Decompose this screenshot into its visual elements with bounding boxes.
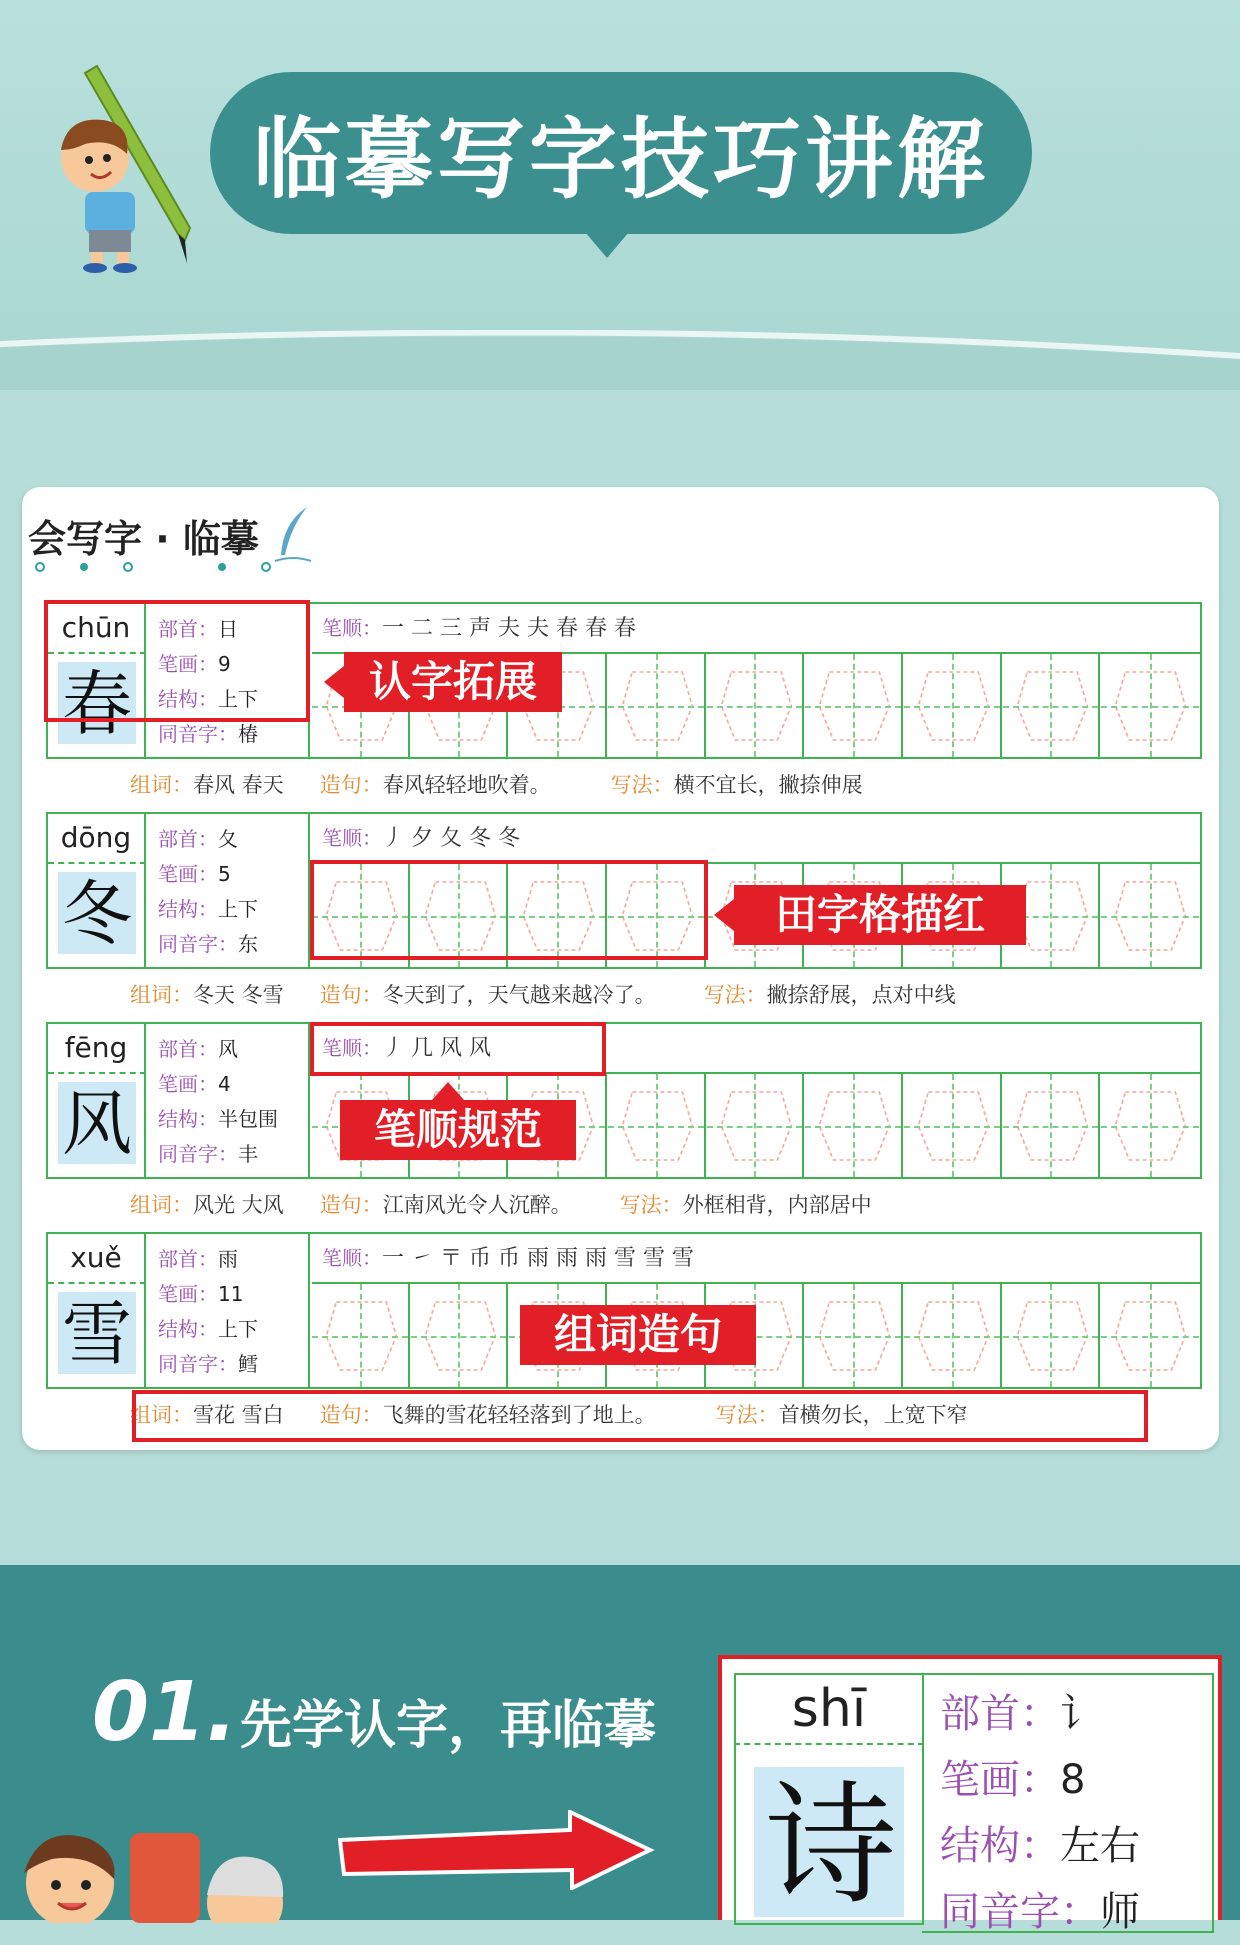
homophone-value: 鳕 (238, 1352, 258, 1376)
words-highlight-frame (132, 1390, 1148, 1442)
worksheet-card (22, 487, 1219, 1450)
radical-value: 雨 (218, 1247, 238, 1271)
pinyin: fēng (48, 1024, 146, 1074)
sample-character-card (718, 1655, 1222, 1935)
tracing-box (1101, 1284, 1199, 1387)
sample-character: 诗 (765, 1769, 897, 1923)
tracing-grid (312, 1284, 1200, 1387)
sentence-label: 造句： (319, 983, 383, 1007)
radical-value: 日 (218, 617, 238, 641)
stroke-order (312, 1234, 1200, 1284)
sentence-label: 造句： (319, 1403, 383, 1427)
words-label: 组词： (130, 1193, 193, 1217)
radical-label: 部首： (158, 827, 218, 851)
words-line-chun (130, 765, 1190, 805)
structure-value: 上下 (218, 1317, 258, 1341)
stroke-order-label: 笔顺： (322, 1036, 382, 1060)
strokes-label: 笔画： (158, 862, 218, 886)
stroke-order-value: 丿 几 风 风 (382, 1036, 491, 1061)
character-info (148, 1234, 310, 1387)
tracing-box (904, 1074, 1002, 1177)
stroke-order (312, 814, 1200, 864)
pinyin: dōng (48, 814, 146, 864)
tracing-box (411, 1284, 509, 1387)
sample-homophone-value: 师 (1100, 1889, 1140, 1935)
character: 风 (62, 1083, 132, 1165)
tracing-box (904, 1284, 1002, 1387)
tracing-box (608, 1074, 706, 1177)
strokes-label: 笔画： (158, 652, 218, 676)
radical-label: 部首： (158, 617, 218, 641)
method-label: 写法： (715, 1403, 779, 1427)
boy-with-pencil-illustration (45, 58, 215, 273)
strokes-value: 11 (218, 1282, 244, 1306)
words-line-feng (130, 1185, 1190, 1225)
structure-label: 结构： (158, 897, 218, 921)
character-grid (46, 1022, 1202, 1179)
sample-pinyin: shī (734, 1673, 924, 1745)
callout-trace: 田字格描红 (734, 885, 1026, 945)
hero-banner (0, 0, 1240, 380)
tracing-box (805, 1074, 903, 1177)
character-cell (48, 1284, 146, 1387)
character-info (148, 814, 310, 967)
homophone-value: 东 (238, 932, 258, 956)
tracing-box (805, 654, 903, 757)
stroke-order-label: 笔顺： (322, 616, 382, 640)
tracing-box (608, 654, 706, 757)
character-cell (48, 1074, 146, 1177)
sample-strokes-label: 笔画： (940, 1757, 1060, 1803)
sample-character-info (922, 1673, 1214, 1933)
pinyin: chūn (48, 604, 146, 654)
homophone-label: 同音字： (158, 932, 238, 956)
title-bubble (210, 72, 1032, 234)
tracing-box (904, 654, 1002, 757)
homophone-value: 丰 (238, 1142, 258, 1166)
words-line-dong (130, 975, 1190, 1015)
pinyin: xuě (48, 1234, 146, 1284)
sample-homophone-label: 同音字： (940, 1889, 1100, 1935)
callout-words: 组词造句 (520, 1305, 756, 1365)
sample-strokes-value: 8 (1060, 1757, 1086, 1803)
radical-label: 部首： (158, 1037, 218, 1061)
sentence-label: 造句： (319, 1193, 383, 1217)
stroke-order-value: 一 二 三 声 夫 夫 春 春 春 (382, 616, 636, 641)
method-label: 写法： (610, 773, 674, 797)
tracing-box (707, 654, 805, 757)
radical-value: 夂 (218, 827, 238, 851)
structure-label: 结构： (158, 1317, 218, 1341)
stroke-order (312, 604, 1200, 654)
tracing-box (1101, 864, 1199, 967)
tracing-box (805, 1284, 903, 1387)
red-arrow-icon (320, 1810, 680, 1890)
method-value: 外框相背，内部居中 (682, 1193, 872, 1217)
step-number: 01. (92, 1665, 238, 1760)
sample-radical-label: 部首： (940, 1691, 1060, 1737)
words-label: 组词： (130, 773, 193, 797)
method-value: 撇捺舒展，点对中线 (766, 983, 956, 1007)
sample-structure-value: 左右 (1060, 1823, 1140, 1869)
radical-value: 风 (218, 1037, 238, 1061)
radical-label: 部首： (158, 1247, 218, 1271)
words-value: 雪花 雪白 (193, 1403, 284, 1427)
method-value: 横不宜长，撇捺伸展 (673, 773, 863, 797)
words-value: 春风 春天 (193, 773, 284, 797)
decorative-wave (0, 330, 1240, 390)
recognize-highlight-frame (44, 600, 310, 722)
children-illustration (0, 1813, 320, 1923)
card-header (28, 505, 313, 565)
step-text: 先学认字，再临摹 (240, 1696, 657, 1756)
sentence-value: 春风轻轻地吹着。 (382, 773, 551, 797)
character: 春 (62, 663, 132, 745)
stroke-order-value: 丿 夕 夂 冬 冬 (382, 826, 520, 851)
strokes-value: 5 (218, 862, 231, 886)
tracing-box (1101, 1074, 1199, 1177)
strokes-value: 4 (218, 1072, 231, 1096)
homophone-label: 同音字： (158, 1352, 238, 1376)
character-info (148, 1024, 310, 1177)
page-title: 临摹写字技巧讲解 (252, 108, 989, 211)
callout-stroke-order: 笔顺规范 (340, 1100, 576, 1160)
stroke-order-label: 笔顺： (322, 826, 382, 850)
step-section (0, 1565, 1240, 1935)
tracing-box (707, 1074, 805, 1177)
structure-value: 上下 (218, 687, 258, 711)
tracing-box (1003, 1284, 1101, 1387)
strokes-label: 笔画： (158, 1282, 218, 1306)
homophone-label: 同音字： (158, 722, 238, 746)
sentence-value: 冬天到了，天气越来越冷了。 (382, 983, 656, 1007)
tracing-box (1003, 654, 1101, 757)
sample-structure-label: 结构： (940, 1823, 1060, 1869)
strokes-label: 笔画： (158, 1072, 218, 1096)
callout-recognize: 认字拓展 (344, 652, 562, 712)
tracing-box (312, 1284, 410, 1387)
structure-value: 上下 (218, 897, 258, 921)
decorative-dots (32, 559, 272, 575)
sentence-label: 造句： (319, 773, 383, 797)
sample-character-cell (734, 1745, 924, 1925)
tracing-box (1003, 1074, 1101, 1177)
words-value: 风光 大风 (193, 1193, 284, 1217)
stroke-order-label: 笔顺： (322, 1246, 382, 1270)
character-cell (48, 864, 146, 967)
structure-label: 结构： (158, 1107, 218, 1131)
words-label: 组词： (130, 1403, 193, 1427)
homophone-value: 椿 (238, 722, 258, 746)
strokes-value: 9 (218, 652, 231, 676)
sentence-value: 江南风光令人沉醉。 (382, 1193, 572, 1217)
method-label: 写法： (703, 983, 767, 1007)
trace-highlight-frame (310, 860, 708, 960)
method-value: 首横勿长，上宽下窄 (778, 1403, 968, 1427)
structure-label: 结构： (158, 687, 218, 711)
sample-radical-value: 讠 (1060, 1691, 1100, 1737)
quill-icon (273, 505, 313, 565)
homophone-label: 同音字： (158, 1142, 238, 1166)
words-value: 冬天 冬雪 (193, 983, 284, 1007)
tracing-box (1101, 654, 1199, 757)
method-label: 写法： (619, 1193, 683, 1217)
stroke-order-highlight-frame (310, 1022, 606, 1076)
stroke-order-value: 一 ㇀ 〒 币 币 雨 雨 雨 雪 雪 雪 (382, 1246, 694, 1271)
character: 雪 (62, 1293, 132, 1375)
character: 冬 (62, 873, 132, 955)
words-label: 组词： (130, 983, 193, 1007)
sentence-value: 飞舞的雪花轻轻落到了地上。 (382, 1403, 656, 1427)
structure-value: 半包围 (218, 1107, 278, 1131)
card-title: 会写字 · 临摹 (28, 516, 259, 561)
